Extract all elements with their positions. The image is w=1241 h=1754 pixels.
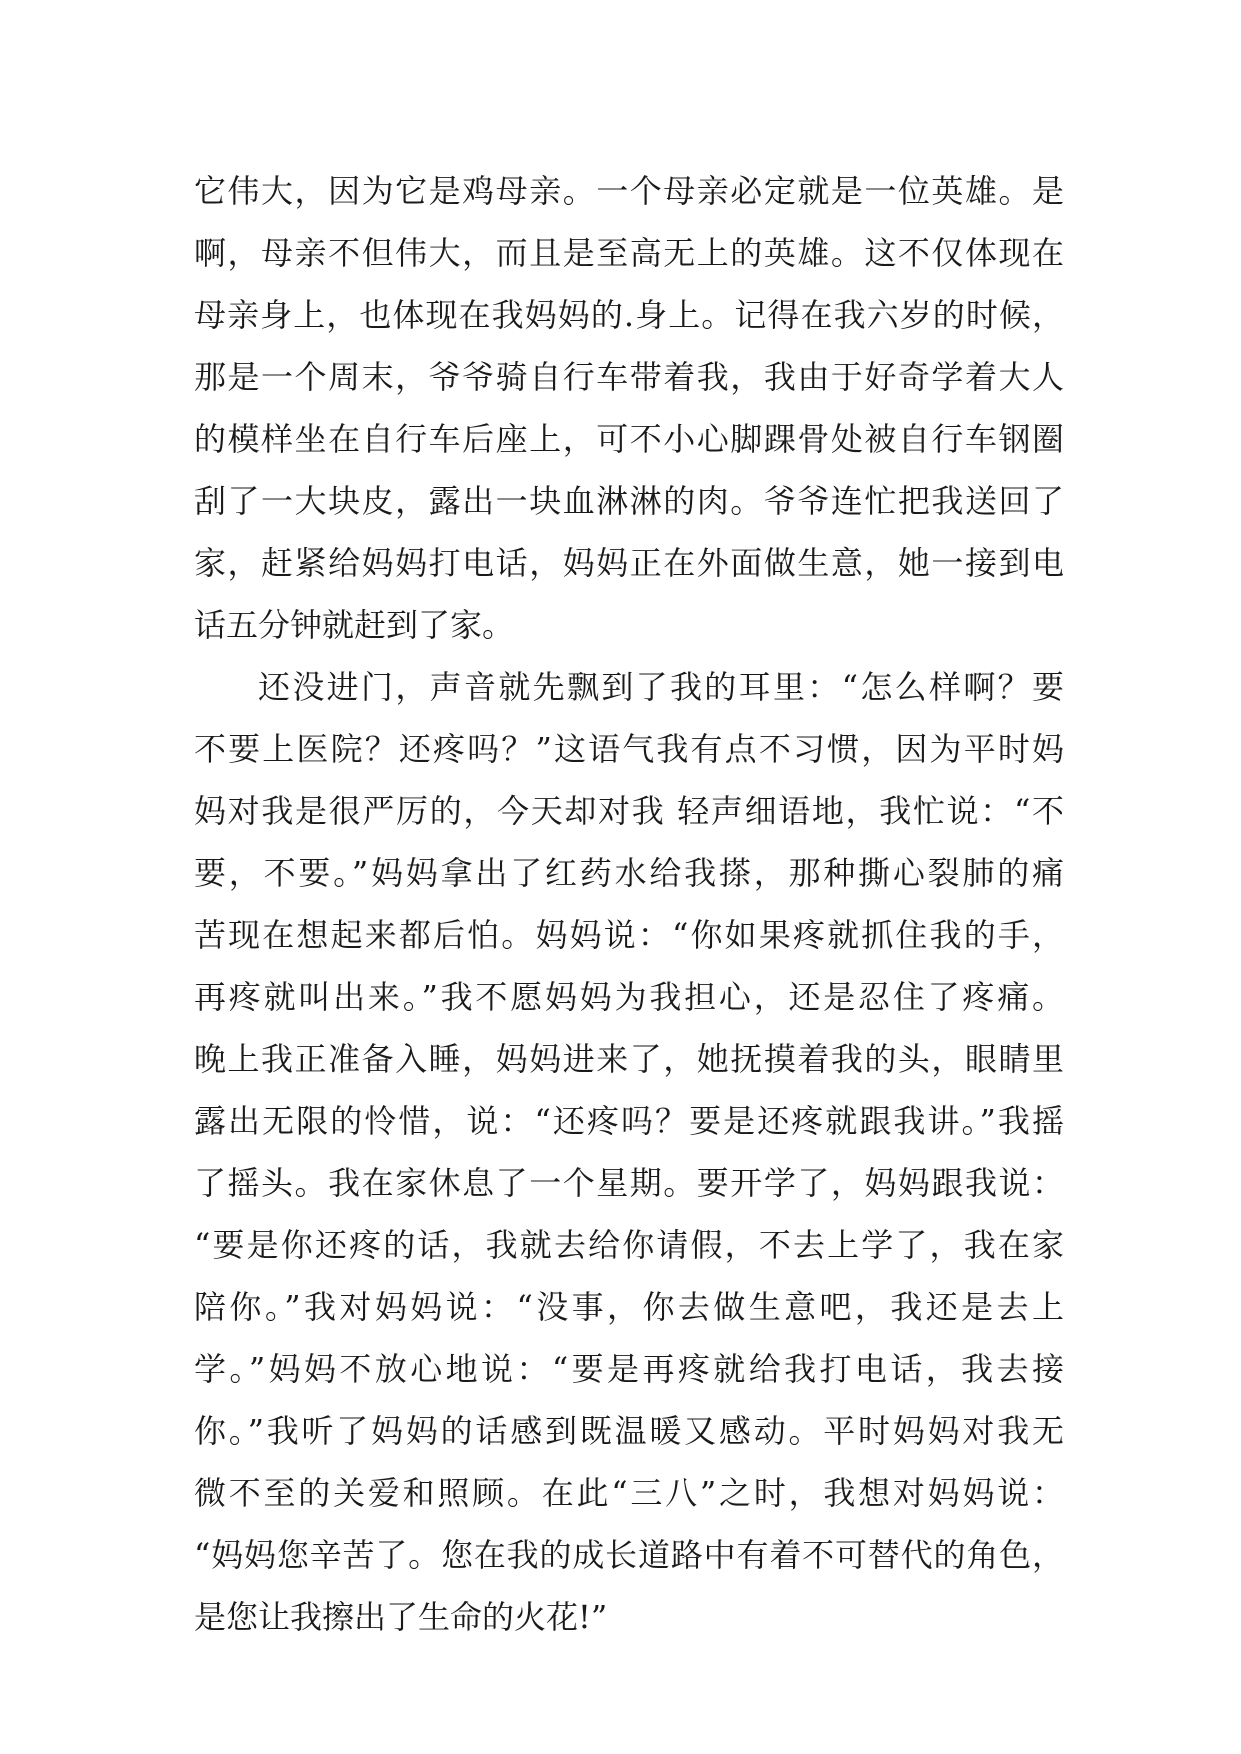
text-line: “要是你还疼的话，我就去给你请假，不去上学了，我在家	[194, 1226, 1064, 1264]
text-line: 露出无限的怜惜，说：“还疼吗？要是还疼就跟我讲。”我摇	[194, 1102, 1064, 1140]
text-line: 妈对我是很严厉的，今天却对我 轻声细语地，我忙说：“不	[194, 792, 1064, 830]
text-line: 苦现在想起来都后怕。妈妈说：“你如果疼就抓住我的手，	[194, 916, 1064, 954]
text-line: 刮了一大块皮，露出一块血淋淋的肉。爷爷连忙把我送回了	[194, 482, 1064, 520]
text-line: “妈妈您辛苦了。您在我的成长道路中有着不可替代的角色，	[194, 1536, 1064, 1574]
body-text	[194, 160, 1064, 1648]
text-line: 微不至的关爱和照顾。在此“三八”之时，我想对妈妈说：	[194, 1474, 1064, 1512]
text-line: 啊，母亲不但伟大，而且是至高无上的英雄。这不仅体现在	[194, 234, 1064, 272]
text-line: 的模样坐在自行车后座上，可不小心脚踝骨处被自行车钢圈	[194, 420, 1064, 458]
text-line: 要，不要。”妈妈拿出了红药水给我搽，那种撕心裂肺的痛	[194, 854, 1064, 892]
text-line: 它伟大，因为它是鸡母亲。一个母亲必定就是一位英雄。是	[194, 172, 1064, 210]
text-line: 母亲身上，也体现在我妈妈的.身上。记得在我六岁的时候，	[194, 296, 1064, 334]
text-line: 那是一个周末，爷爷骑自行车带着我，我由于好奇学着大人	[194, 358, 1064, 396]
text-line: 学。”妈妈不放心地说：“要是再疼就给我打电话，我去接	[194, 1350, 1064, 1388]
text-line: 还没进门，声音就先飘到了我的耳里：“怎么样啊？要	[258, 668, 1064, 706]
text-line: 是您让我擦出了生命的火花!”	[194, 1598, 608, 1636]
text-line: 再疼就叫出来。”我不愿妈妈为我担心，还是忍住了疼痛。	[194, 978, 1064, 1016]
text-line: 陪你。”我对妈妈说：“没事，你去做生意吧，我还是去上	[194, 1288, 1064, 1326]
text-line: 你。”我听了妈妈的话感到既温暖又感动。平时妈妈对我无	[194, 1412, 1064, 1450]
text-line: 不要上医院？还疼吗？”这语气我有点不习惯，因为平时妈	[194, 730, 1064, 768]
text-line: 话五分钟就赶到了家。	[194, 606, 515, 644]
text-line: 了摇头。我在家休息了一个星期。要开学了，妈妈跟我说：	[194, 1164, 1064, 1202]
text-line: 家，赶紧给妈妈打电话，妈妈正在外面做生意，她一接到电	[194, 544, 1064, 582]
text-line: 晚上我正准备入睡，妈妈进来了，她抚摸着我的头，眼睛里	[194, 1040, 1064, 1078]
